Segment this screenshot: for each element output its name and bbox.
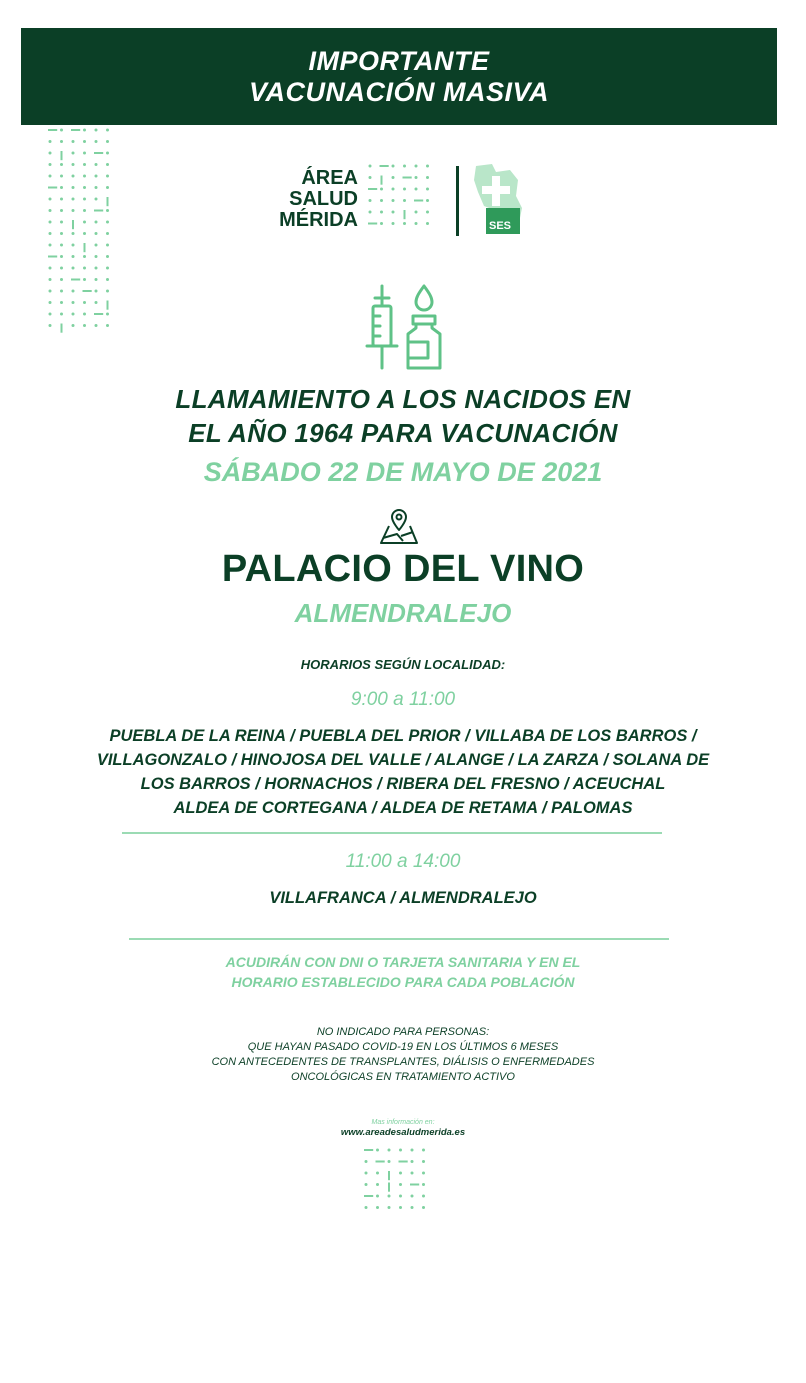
town-line: VILLAGONZALO / HINOJOSA DEL VALLE / ALANGE / LA ZARZA / SOLANA DE xyxy=(96,751,710,769)
time-slot-1: 9:00 a 11:00 xyxy=(350,689,456,710)
exclusions-title: NO INDICADO PARA PERSONAS: xyxy=(316,1026,490,1038)
attendance-note xyxy=(0,952,806,992)
headline-line-1: LLAMAMIENTO A LOS NACIDOS EN xyxy=(175,384,631,414)
ses-logo-icon xyxy=(470,162,526,238)
headline xyxy=(0,382,806,450)
logo-dot-pattern xyxy=(368,164,440,234)
town-line: PUEBLA DE LA REINA / PUEBLA DEL PRIOR / VILLABA DE LOS BARROS / xyxy=(109,727,697,745)
logo-divider xyxy=(456,166,459,236)
venue-city: ALMENDRALEJO xyxy=(294,598,512,628)
logo-line-3: MÉRIDA xyxy=(279,209,358,231)
map-pin-icon xyxy=(377,508,421,546)
footer-dot-pattern xyxy=(364,1148,436,1218)
syringe-vial-icon xyxy=(364,284,444,374)
event-date: SÁBADO 22 DE MAYO DE 2021 xyxy=(203,457,603,487)
banner-line-1: IMPORTANTE xyxy=(308,45,490,76)
town-line: VILLAFRANCA / ALMENDRALEJO xyxy=(269,889,537,907)
header-banner xyxy=(21,28,777,125)
exclusion-item: QUE HAYAN PASADO COVID-19 EN LOS ÚLTIMOS 6 MESES xyxy=(247,1041,559,1053)
area-salud-logo xyxy=(262,168,358,231)
exclusion-item: ONCOLÓGICAS EN TRATAMIENTO ACTIVO xyxy=(291,1071,515,1083)
logo-line-2: SALUD xyxy=(289,188,358,210)
venue-name: PALACIO DEL VINO xyxy=(221,548,585,590)
dot-pattern-decoration xyxy=(48,128,118,340)
banner-line-2: VACUNACIÓN MASIVA xyxy=(248,76,549,107)
exclusion-item: CON ANTECEDENTES DE TRANSPLANTES, DIÁLISIS O ENFERMEDADES xyxy=(211,1056,595,1068)
schedule-title: HORARIOS SEGÚN LOCALIDAD: xyxy=(300,657,506,672)
town-line: ALDEA DE CORTEGANA / ALDEA DE RETAMA / PALOMAS xyxy=(173,799,633,817)
exclusions xyxy=(0,1025,806,1085)
more-info-label: Mas información en: xyxy=(371,1119,435,1126)
divider-2 xyxy=(129,938,669,940)
time-slot-2: 11:00 a 14:00 xyxy=(345,851,461,872)
town-line: LOS BARROS / HORNACHOS / RIBERA DEL FRESNO / ACEUCHAL xyxy=(140,775,666,793)
divider-1 xyxy=(122,832,662,834)
note-line-2: HORARIO ESTABLECIDO PARA CADA POBLACIÓN xyxy=(231,974,575,990)
headline-line-2: EL AÑO 1964 PARA VACUNACIÓN xyxy=(188,418,618,448)
towns-slot-2 xyxy=(0,886,806,910)
website-link[interactable]: www.areadesaludmerida.es xyxy=(340,1127,466,1138)
logo-line-1: ÁREA xyxy=(301,167,358,189)
note-line-1: ACUDIRÁN CON DNI O TARJETA SANITARIA Y EN EL xyxy=(225,954,581,970)
ses-label: SES xyxy=(489,220,512,232)
towns-slot-1 xyxy=(0,724,806,820)
